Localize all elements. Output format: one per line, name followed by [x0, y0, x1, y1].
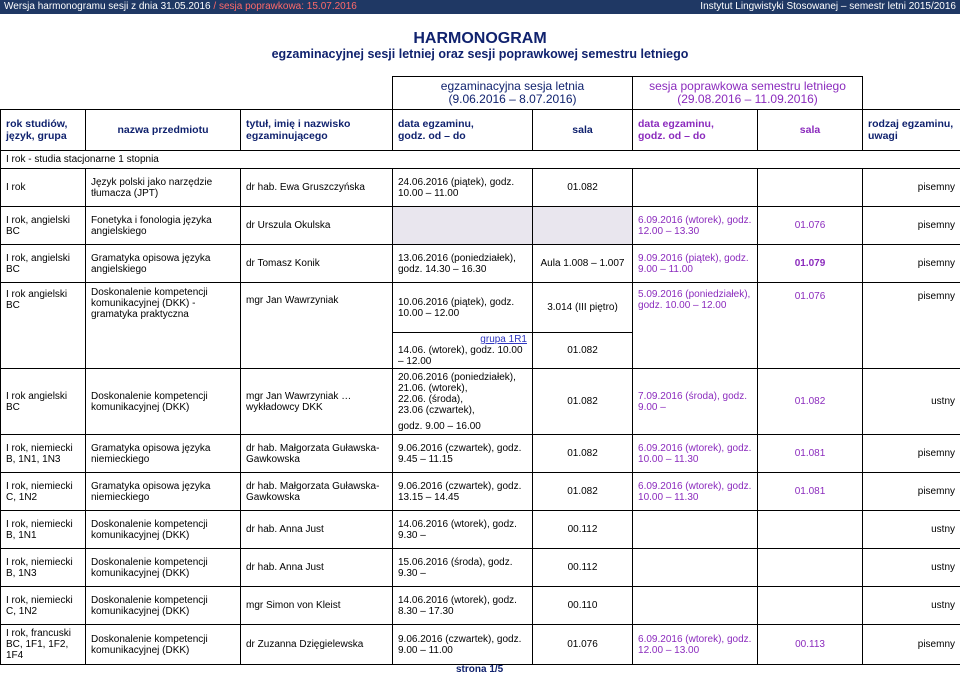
- group-cell: I rok angielski BC: [1, 369, 86, 435]
- type-cell: ustny: [863, 369, 960, 435]
- examiner-cell: dr hab. Małgorzata Guławska-Gawkowska: [241, 435, 393, 473]
- retake-date-cell: [633, 511, 758, 549]
- col-header-type: rodzaj egzaminu, uwagi: [863, 110, 960, 151]
- examiner-cell: dr Zuzanna Dzięgielewska: [241, 625, 393, 665]
- schedule-table: [0, 76, 960, 665]
- retake-room-cell: [758, 169, 863, 207]
- main-session-header: egzaminacyjna sesja letnia (9.06.2016 – 8.07.2016): [393, 77, 633, 110]
- examiner-cell: dr hab. Ewa Gruszczyńska: [241, 169, 393, 207]
- date-cell: 9.06.2016 (czwartek), godz. 9.00 – 11.00: [393, 625, 533, 665]
- subject-cell: Doskonalenie kompetencji komunikacyjnej (DKK): [86, 549, 241, 587]
- date-cell: [393, 207, 533, 245]
- retake-date-cell: 9.09.2016 (piątek), godz. 9.00 – 11.00: [633, 245, 758, 283]
- room-cell: 01.082: [533, 369, 633, 435]
- retake-date-cell: 5.09.2016 (poniedziałek), godz. 10.00 – 12.00: [633, 283, 758, 369]
- version-info: Wersja harmonogramu sesji z dnia 31.05.2016 / sesja poprawkowa: 15.07.2016: [4, 1, 357, 12]
- retake-room-cell: 01.081: [758, 435, 863, 473]
- top-bar: [0, 0, 960, 14]
- table-row: [1, 511, 960, 549]
- subject-cell: Doskonalenie kompetencji komunikacyjnej (DKK) - gramatyka praktyczna: [86, 283, 241, 369]
- table-row: [1, 549, 960, 587]
- room-cell: 01.082: [533, 169, 633, 207]
- retake-date-cell: 7.09.2016 (środa), godz. 9.00 –: [633, 369, 758, 435]
- retake-date-cell: [633, 549, 758, 587]
- col-header-date: data egzaminu, godz. od – do: [393, 110, 533, 151]
- table-row: [1, 473, 960, 511]
- date-cell: 13.06.2016 (poniedziałek), godz. 14.30 – 16.30: [393, 245, 533, 283]
- page-title: HARMONOGRAM: [413, 30, 547, 47]
- type-cell: ustny: [863, 587, 960, 625]
- retake-session-header: sesja poprawkowa semestru letniego (29.08.2016 – 11.09.2016): [633, 77, 863, 110]
- group-cell: I rok, niemiecki C, 1N2: [1, 587, 86, 625]
- type-cell: pisemny: [863, 245, 960, 283]
- examiner-cell: dr hab. Małgorzata Guławska-Gawkowska: [241, 473, 393, 511]
- type-cell: pisemny: [863, 625, 960, 665]
- group-cell: I rok, angielski BC: [1, 245, 86, 283]
- room-cell: 00.112: [533, 511, 633, 549]
- retake-date-cell: 6.09.2016 (wtorek), godz. 12.00 – 13.00: [633, 625, 758, 665]
- table-row: [1, 245, 960, 283]
- table-row: [1, 369, 960, 435]
- table-row: [1, 207, 960, 245]
- table-row: [1, 625, 960, 665]
- type-cell: pisemny: [863, 473, 960, 511]
- col-header-room: sala: [533, 110, 633, 151]
- group-cell: I rok angielski BC: [1, 283, 86, 369]
- subject-cell: Gramatyka opisowa języka niemieckiego: [86, 473, 241, 511]
- retake-date-cell: 6.09.2016 (wtorek), godz. 12.00 – 13.30: [633, 207, 758, 245]
- retake-room-cell: 01.076: [758, 207, 863, 245]
- examiner-cell: dr hab. Anna Just: [241, 511, 393, 549]
- group-label: grupa 1R1: [480, 334, 527, 345]
- room-cell: 00.110: [533, 587, 633, 625]
- examiner-cell: mgr Jan Wawrzyniak … wykładowcy DKK: [241, 369, 393, 435]
- retake-room-cell: 01.079: [758, 245, 863, 283]
- group-cell: I rok, angielski BC: [1, 207, 86, 245]
- room-cell: Aula 1.008 – 1.007: [533, 245, 633, 283]
- room-cell: 01.076: [533, 625, 633, 665]
- date-cell: 10.06.2016 (piątek), godz. 10.00 – 12.00: [393, 283, 533, 333]
- examiner-cell: dr Urszula Okulska: [241, 207, 393, 245]
- date-cell: 24.06.2016 (piątek), godz. 10.00 – 11.00: [393, 169, 533, 207]
- retake-room-cell: 01.081: [758, 473, 863, 511]
- room-cell: 00.112: [533, 549, 633, 587]
- retake-room-cell: [758, 511, 863, 549]
- group-cell: I rok, niemiecki B, 1N3: [1, 549, 86, 587]
- date-cell: [393, 333, 533, 369]
- examiner-cell: mgr Jan Wawrzyniak: [241, 283, 393, 369]
- subject-cell: Język polski jako narzędzie tłumacza (JPT): [86, 169, 241, 207]
- institute-info: Instytut Lingwistyki Stosowanej – semestr letni 2015/2016: [700, 1, 956, 12]
- room-cell: 01.082: [533, 333, 633, 369]
- date-cell: 9.06.2016 (czwartek), godz. 13.15 – 14.45: [393, 473, 533, 511]
- subject-cell: Doskonalenie kompetencji komunikacyjnej (DKK): [86, 625, 241, 665]
- table-row: [1, 283, 960, 333]
- subject-cell: Doskonalenie kompetencji komunikacyjnej (DKK): [86, 369, 241, 435]
- group-cell: I rok, niemiecki C, 1N2: [1, 473, 86, 511]
- room-cell: 01.082: [533, 473, 633, 511]
- retake-room-cell: [758, 587, 863, 625]
- type-cell: pisemny: [863, 435, 960, 473]
- type-cell: pisemny: [863, 169, 960, 207]
- col-header-group: rok studiów, język, grupa: [1, 110, 86, 151]
- retake-date-cell: 6.09.2016 (wtorek), godz. 10.00 – 11.30: [633, 435, 758, 473]
- retake-room-cell: 01.082: [758, 369, 863, 435]
- date-cell: 20.06.2016 (poniedziałek), 21.06. (wtorek), 22.06. (środa), 23.06 (czwartek), godz. 9.00 – 16.00: [393, 369, 533, 435]
- retake-date-cell: [633, 587, 758, 625]
- date-cell: 15.06.2016 (środa), godz. 9.30 –: [393, 549, 533, 587]
- table-row: [1, 169, 960, 207]
- retake-room-cell: [758, 549, 863, 587]
- date-text: 14.06. (wtorek), godz. 10.00 – 12.00: [398, 345, 523, 367]
- retake-date-cell: 6.09.2016 (wtorek), godz. 10.00 – 11.30: [633, 473, 758, 511]
- retake-room-cell: 01.076: [758, 283, 863, 369]
- group-cell: I rok: [1, 169, 86, 207]
- retake-date-cell: [633, 169, 758, 207]
- examiner-cell: dr Tomasz Konik: [241, 245, 393, 283]
- type-cell: ustny: [863, 511, 960, 549]
- subject-cell: Doskonalenie kompetencji komunikacyjnej (DKK): [86, 587, 241, 625]
- date-cell: 14.06.2016 (wtorek), godz. 9.30 –: [393, 511, 533, 549]
- type-cell: pisemny: [863, 207, 960, 245]
- group-cell: I rok, niemiecki B, 1N1, 1N3: [1, 435, 86, 473]
- col-header-subject: nazwa przedmiotu: [86, 110, 241, 151]
- room-cell: 3.014 (III piętro): [533, 283, 633, 333]
- date-cell: 9.06.2016 (czwartek), godz. 9.45 – 11.15: [393, 435, 533, 473]
- subject-cell: Gramatyka opisowa języka angielskiego: [86, 245, 241, 283]
- col-header-examiner: tytuł, imię i nazwisko egzaminującego: [241, 110, 393, 151]
- examiner-cell: dr hab. Anna Just: [241, 549, 393, 587]
- col-header-retake-date: data egzaminu, godz. od – do: [633, 110, 758, 151]
- group-cell: I rok, francuski BC, 1F1, 1F2, 1F4: [1, 625, 86, 665]
- page-subtitle: egzaminacyjnej sesji letniej oraz sesji poprawkowej semestru letniego: [271, 47, 689, 61]
- group-cell: I rok, niemiecki B, 1N1: [1, 511, 86, 549]
- type-cell: ustny: [863, 549, 960, 587]
- section-label: I rok - studia stacjonarne 1 stopnia: [1, 151, 241, 169]
- room-cell: [533, 207, 633, 245]
- page-number: strona 1/5: [456, 664, 504, 675]
- table-row: [1, 587, 960, 625]
- subject-cell: Gramatyka opisowa języka niemieckiego: [86, 435, 241, 473]
- retake-room-cell: 00.113: [758, 625, 863, 665]
- room-cell: 01.082: [533, 435, 633, 473]
- type-cell: pisemny: [863, 283, 960, 369]
- subject-cell: Doskonalenie kompetencji komunikacyjnej (DKK): [86, 511, 241, 549]
- date-cell: 14.06.2016 (wtorek), godz. 8.30 – 17.30: [393, 587, 533, 625]
- examiner-cell: mgr Simon von Kleist: [241, 587, 393, 625]
- col-header-retake-room: sala: [758, 110, 863, 151]
- table-row: [1, 435, 960, 473]
- subject-cell: Fonetyka i fonologia języka angielskiego: [86, 207, 241, 245]
